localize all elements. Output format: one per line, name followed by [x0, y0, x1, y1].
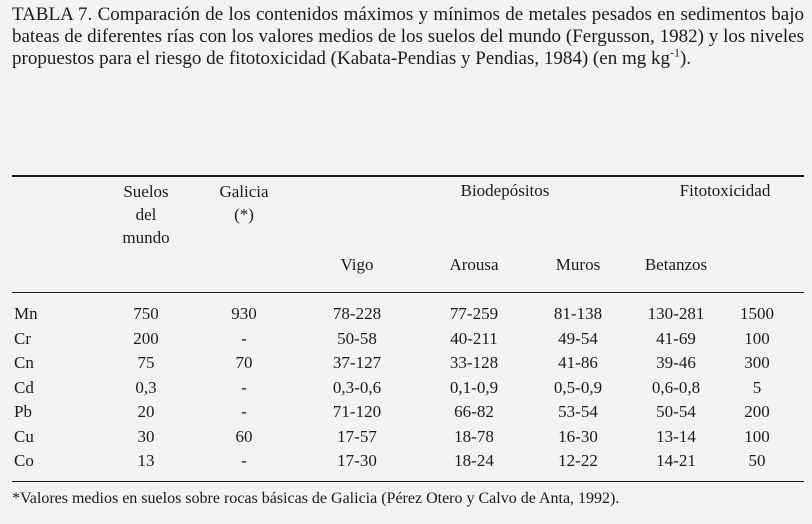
cell-vigo: 37-127 — [332, 353, 382, 372]
cell-galicia: - — [241, 377, 247, 397]
cell-betanzos: 0,6-0,8 — [651, 377, 701, 397]
header-fitotoxicidad: Fitotoxicidad — [679, 181, 771, 200]
header-galicia — [219, 180, 268, 226]
caption-superscript: -1 — [669, 45, 680, 60]
cell-vigo: 50-58 — [337, 328, 377, 348]
cell-suelos: 750 — [133, 304, 159, 323]
cell-muros: 0,5-0,9 — [553, 377, 603, 397]
cell-arousa: 18-24 — [454, 451, 494, 470]
subheader-muros: Muros — [555, 255, 601, 274]
table-top-rule — [12, 175, 804, 177]
cell-arousa: 18-78 — [454, 426, 494, 446]
table-bottom-rule — [12, 481, 804, 482]
cell-muros: 12-22 — [558, 451, 598, 470]
cell-galicia: - — [241, 328, 247, 348]
cell-fito: 300 — [744, 353, 770, 372]
header-suelos — [122, 180, 169, 249]
cell-muros: 81-138 — [553, 304, 603, 323]
cell-muros: 41-86 — [558, 353, 598, 372]
cell-betanzos: 13-14 — [656, 426, 696, 446]
cell-galicia: - — [241, 451, 247, 470]
cell-galicia: - — [241, 402, 247, 421]
cell-fito: 5 — [752, 377, 762, 397]
cell-vigo: 0,3-0,6 — [332, 377, 382, 397]
cell-galicia: 60 — [235, 426, 253, 446]
cell-el: Cd — [14, 377, 34, 397]
cell-arousa: 33-128 — [449, 353, 499, 372]
caption-text: Comparación de los contenidos máximos y mínimos de metales pesados en sedimentos bajo bateas de diferentes rías con los valores medios de los suelos del mundo (Fergusson, 1982) y los niveles propuestos para el riesgo de fitotoxicidad (Kabata-Pendias y Pendias, 1984) (en mg kg — [12, 4, 804, 69]
cell-vigo: 71-120 — [332, 402, 382, 421]
header-suelos-line: Suelos — [123, 182, 169, 201]
cell-muros: 16-30 — [558, 426, 598, 446]
table-footnote: *Valores medios en suelos sobre rocas básicas de Galicia (Pérez Otero y Calvo de Anta, 1992). — [12, 490, 620, 507]
cell-el: Pb — [14, 402, 32, 421]
cell-arousa: 66-82 — [454, 402, 494, 421]
subheader-arousa: Arousa — [449, 255, 499, 274]
cell-el: Cr — [14, 328, 31, 348]
subheader-betanzos: Betanzos — [644, 255, 708, 274]
table-caption — [12, 4, 804, 70]
header-galicia-line: Galicia — [219, 182, 269, 201]
caption-label: TABLA 7. — [12, 4, 93, 25]
header-galicia-line: (*) — [234, 205, 254, 224]
cell-suelos: 0,3 — [135, 377, 157, 397]
subheader-vigo: Vigo — [340, 255, 374, 274]
cell-suelos: 30 — [137, 426, 155, 446]
cell-vigo: 17-57 — [337, 426, 377, 446]
cell-vigo: 17-30 — [337, 451, 377, 470]
cell-suelos: 200 — [133, 328, 159, 348]
cell-galicia: 930 — [231, 304, 257, 323]
cell-betanzos: 41-69 — [656, 328, 696, 348]
cell-el: Co — [14, 451, 34, 470]
cell-el: Cn — [14, 353, 34, 372]
table-header-rule — [12, 292, 804, 293]
cell-fito: 50 — [748, 451, 766, 470]
caption-text-end: ). — [679, 48, 692, 69]
cell-galicia: 70 — [235, 353, 253, 372]
cell-fito: 100 — [744, 328, 770, 348]
cell-arousa: 40-211 — [450, 328, 498, 348]
cell-suelos: 13 — [137, 451, 155, 470]
cell-muros: 53-54 — [558, 402, 598, 421]
cell-fito: 1500 — [740, 304, 774, 323]
cell-arousa: 77-259 — [449, 304, 499, 323]
cell-arousa: 0,1-0,9 — [449, 377, 499, 397]
cell-betanzos: 50-54 — [656, 402, 696, 421]
cell-el: Cu — [14, 426, 34, 446]
cell-vigo: 78-228 — [332, 304, 382, 323]
cell-fito: 200 — [744, 402, 770, 421]
cell-el: Mn — [14, 304, 38, 323]
cell-suelos: 20 — [137, 402, 155, 421]
header-biodepositos: Biodepósitos — [460, 181, 550, 200]
cell-fito: 100 — [744, 426, 770, 446]
cell-muros: 49-54 — [558, 328, 598, 348]
cell-betanzos: 14-21 — [656, 451, 696, 470]
cell-betanzos: 130-281 — [647, 304, 705, 323]
header-suelos-line: mundo — [122, 228, 170, 247]
header-suelos-line: del — [135, 205, 157, 224]
cell-betanzos: 39-46 — [656, 353, 696, 372]
cell-suelos: 75 — [137, 353, 155, 372]
